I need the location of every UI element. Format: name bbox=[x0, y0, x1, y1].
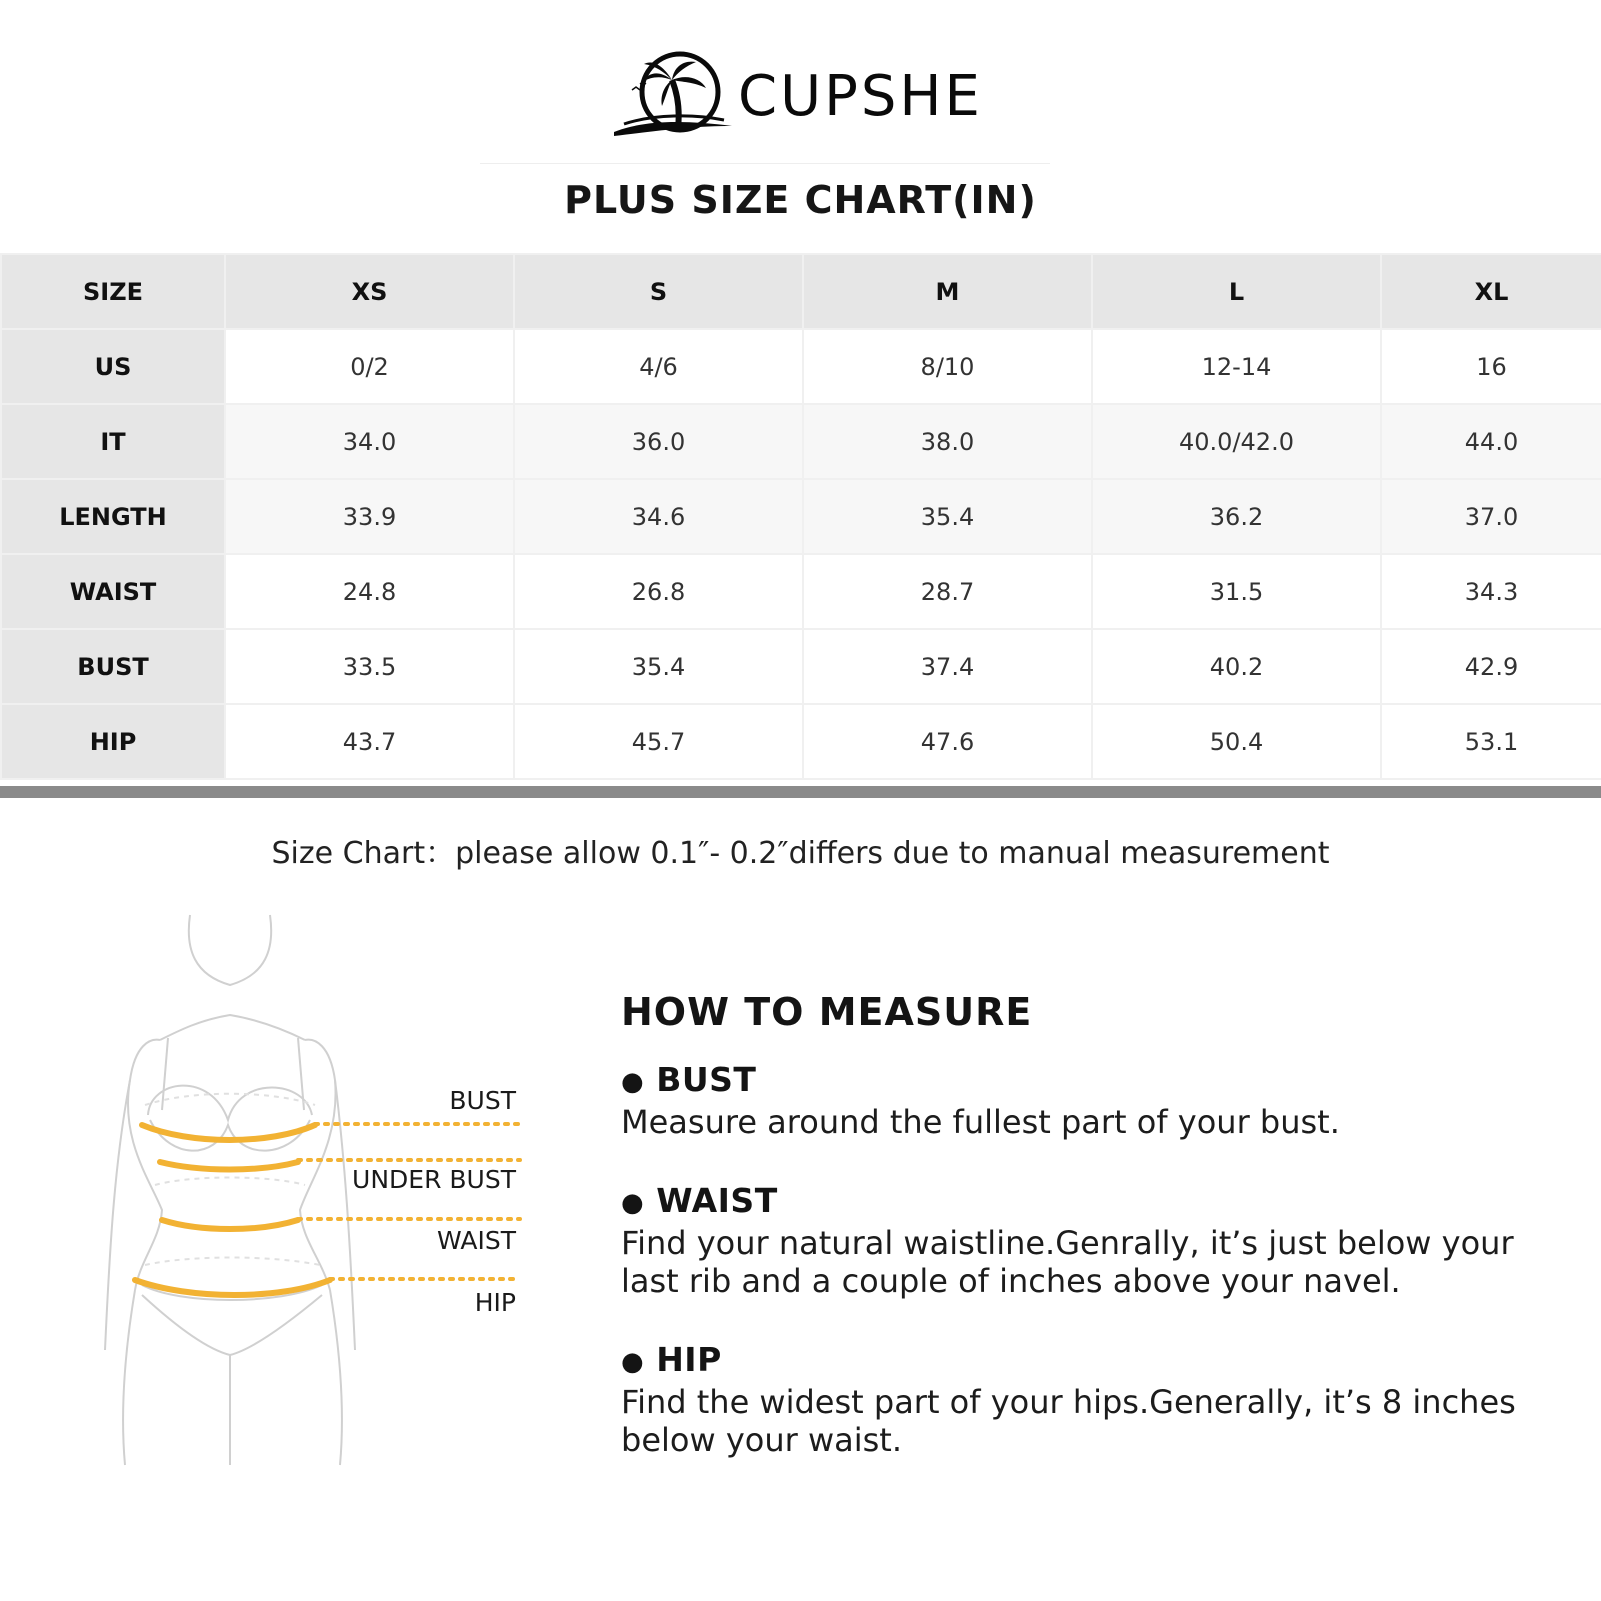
how-to-measure-title: HOW TO MEASURE bbox=[621, 990, 1033, 1034]
list-item bbox=[621, 1181, 1551, 1300]
header-cell: S bbox=[514, 254, 803, 329]
table-cell: 40.0/42.0 bbox=[1092, 404, 1381, 479]
bullet-icon: ● bbox=[621, 1066, 645, 1097]
row-label: LENGTH bbox=[1, 479, 225, 554]
table-cell: 47.6 bbox=[803, 704, 1092, 779]
table-cell: 37.0 bbox=[1381, 479, 1601, 554]
table-cell: 40.2 bbox=[1092, 629, 1381, 704]
bullet-icon: ● bbox=[621, 1346, 645, 1377]
table-row bbox=[1, 629, 1601, 704]
table-cell: 34.0 bbox=[225, 404, 514, 479]
row-label: HIP bbox=[1, 704, 225, 779]
header-cell: SIZE bbox=[1, 254, 225, 329]
table-cell: 12-14 bbox=[1092, 329, 1381, 404]
measurement-note: Size Chart：please allow 0.1″- 0.2″differs due to manual measurement bbox=[271, 836, 1330, 871]
row-label: US bbox=[1, 329, 225, 404]
header-cell: XL bbox=[1381, 254, 1601, 329]
how-to-measure bbox=[621, 990, 1551, 1499]
brand-name: CUPSHE bbox=[738, 64, 983, 129]
table-cell: 24.8 bbox=[225, 554, 514, 629]
table-header-row bbox=[1, 254, 1601, 329]
table-cell: 45.7 bbox=[514, 704, 803, 779]
row-label: BUST bbox=[1, 629, 225, 704]
table-cell: 35.4 bbox=[803, 479, 1092, 554]
table-row bbox=[1, 479, 1601, 554]
table-cell: 16 bbox=[1381, 329, 1601, 404]
chart-title: PLUS SIZE CHART(IN) bbox=[564, 178, 1037, 222]
table-row bbox=[1, 329, 1601, 404]
divider bbox=[480, 163, 1050, 164]
table-cell: 53.1 bbox=[1381, 704, 1601, 779]
table-cell: 28.7 bbox=[803, 554, 1092, 629]
brand-logo bbox=[614, 50, 984, 140]
table-cell: 26.8 bbox=[514, 554, 803, 629]
item-title: HIP bbox=[656, 1340, 722, 1379]
table-cell: 33.5 bbox=[225, 629, 514, 704]
table-cell: 43.7 bbox=[225, 704, 514, 779]
item-title: WAIST bbox=[656, 1181, 778, 1220]
table-row bbox=[1, 404, 1601, 479]
header-cell: XS bbox=[225, 254, 514, 329]
table-cell: 33.9 bbox=[225, 479, 514, 554]
table-row bbox=[1, 704, 1601, 779]
table-row bbox=[1, 554, 1601, 629]
item-text: Measure around the fullest part of your bust. bbox=[621, 1103, 1340, 1141]
table-cell: 8/10 bbox=[803, 329, 1092, 404]
table-cell: 50.4 bbox=[1092, 704, 1381, 779]
table-cell: 31.5 bbox=[1092, 554, 1381, 629]
table-cell: 0/2 bbox=[225, 329, 514, 404]
table-cell: 34.6 bbox=[514, 479, 803, 554]
table-cell: 36.0 bbox=[514, 404, 803, 479]
table-cell: 38.0 bbox=[803, 404, 1092, 479]
item-text: Find the widest part of your hips.Generally, it’s 8 inches below your waist. bbox=[621, 1383, 1516, 1459]
label-under-bust: UNDER BUST bbox=[352, 1165, 516, 1194]
table-cell: 42.9 bbox=[1381, 629, 1601, 704]
row-label: WAIST bbox=[1, 554, 225, 629]
bullet-icon: ● bbox=[621, 1187, 645, 1218]
item-title: BUST bbox=[656, 1060, 757, 1099]
header-cell: L bbox=[1092, 254, 1381, 329]
table-cell: 44.0 bbox=[1381, 404, 1601, 479]
table-cell: 4/6 bbox=[514, 329, 803, 404]
row-label: IT bbox=[1, 404, 225, 479]
body-measurement-figure bbox=[90, 910, 530, 1470]
table-cell: 34.3 bbox=[1381, 554, 1601, 629]
table-cell: 35.4 bbox=[514, 629, 803, 704]
table-cell: 37.4 bbox=[803, 629, 1092, 704]
table-cell: 36.2 bbox=[1092, 479, 1381, 554]
size-table bbox=[0, 253, 1601, 780]
palm-island-icon bbox=[614, 50, 734, 140]
header-cell: M bbox=[803, 254, 1092, 329]
item-text: Find your natural waistline.Genrally, it’s just below your last rib and a couple of inches above your navel. bbox=[621, 1224, 1514, 1300]
label-bust: BUST bbox=[449, 1086, 516, 1115]
table-bottom-bar bbox=[0, 786, 1601, 798]
label-hip: HIP bbox=[474, 1288, 516, 1317]
list-item bbox=[621, 1340, 1551, 1459]
label-waist: WAIST bbox=[437, 1226, 516, 1255]
list-item bbox=[621, 1060, 1551, 1141]
